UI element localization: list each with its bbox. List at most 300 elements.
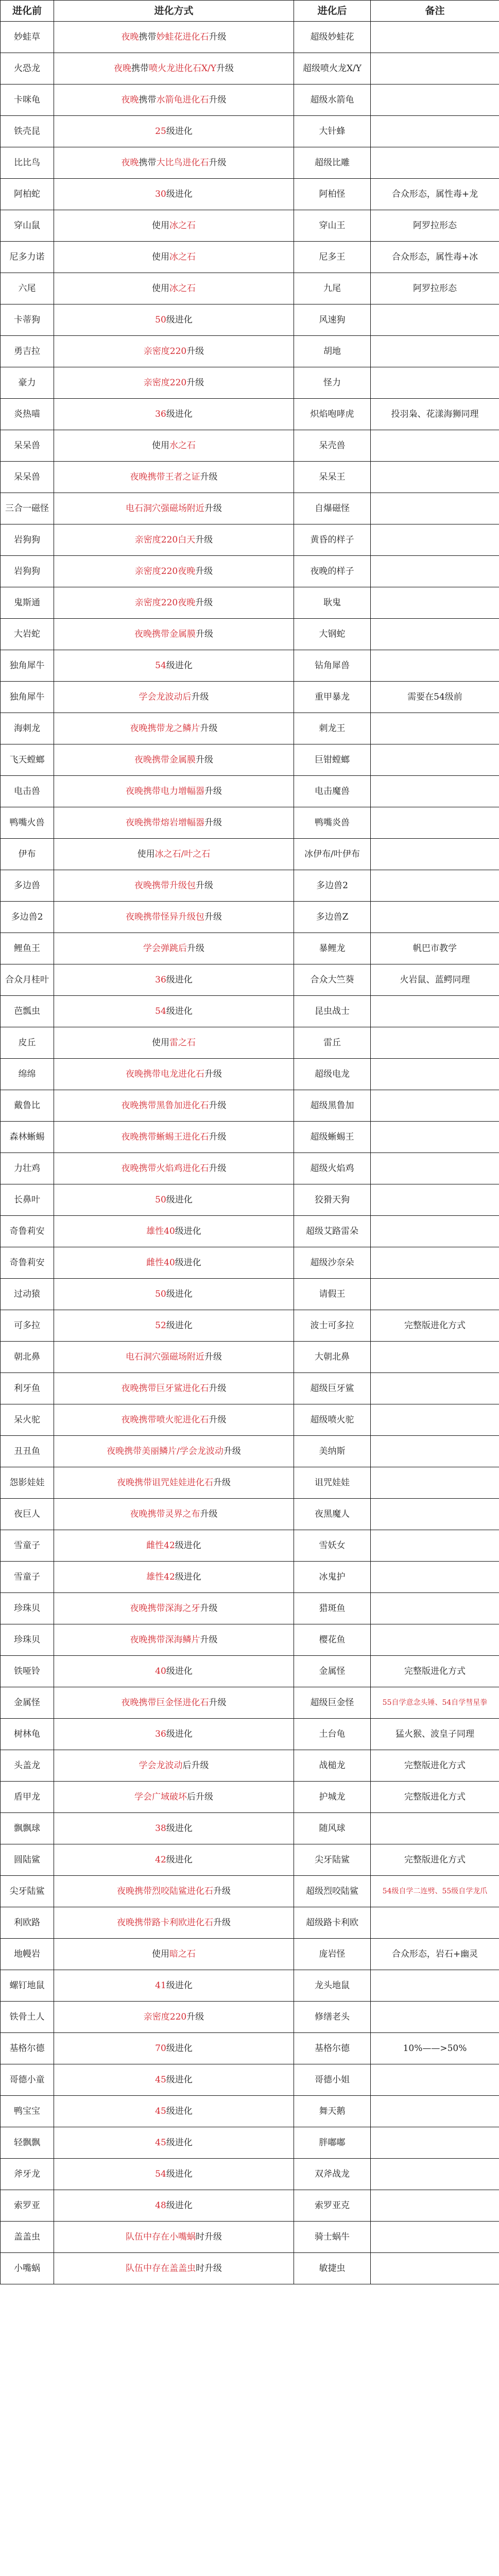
cell-note [371, 367, 499, 399]
method-text: 级进化 [166, 189, 193, 199]
method-highlight: 电石洞穴强磁场附近 [126, 1351, 204, 1362]
table-row [1, 1027, 499, 1059]
table-row [1, 650, 499, 682]
method-highlight: 夜晚携带电龙进化石 [126, 1069, 204, 1079]
cell-after: 阿柏怪 [294, 179, 371, 210]
cell-note [371, 84, 499, 116]
cell-before: 呆呆兽 [1, 462, 54, 493]
table-body [1, 22, 499, 2284]
method-text: 后升级 [182, 1760, 209, 1771]
method-text: 升级 [209, 157, 227, 168]
cell-before: 独角犀牛 [1, 650, 54, 682]
method-highlight: 54 [155, 660, 166, 671]
cell-note [371, 1436, 499, 1467]
cell-after: 大朝北鼻 [294, 1342, 371, 1373]
method-highlight: 暗之石 [169, 1948, 196, 1959]
cell-after: 鸭嘴炎兽 [294, 807, 371, 839]
cell-method [54, 336, 294, 367]
method-text: 级进化 [166, 1194, 193, 1205]
cell-note [371, 462, 499, 493]
cell-method [54, 1813, 294, 1844]
cell-method [54, 1153, 294, 1184]
cell-method [54, 1216, 294, 1247]
method-text: 使用 [152, 440, 169, 451]
cell-method [54, 1027, 294, 1059]
cell-after: 骑士蜗牛 [294, 2222, 371, 2253]
method-text: 升级 [191, 691, 209, 702]
method-highlight: 50 [155, 314, 166, 325]
cell-method [54, 2064, 294, 2096]
table-row [1, 210, 499, 242]
method-text: 使用 [152, 1037, 169, 1048]
method-highlight: 夜晚携带喷火驼进化石 [121, 1414, 209, 1425]
cell-method [54, 84, 294, 116]
method-text: 级进化 [166, 2043, 193, 2054]
method-text: 升级 [213, 1477, 231, 1488]
method-text: 级进化 [166, 1728, 193, 1739]
table-row [1, 1404, 499, 1436]
cell-note: 火岩鼠、蓝鳄同理 [371, 964, 499, 996]
cell-after: 诅咒娃娃 [294, 1467, 371, 1499]
cell-after: 黄昏的样子 [294, 524, 371, 556]
cell-method [54, 1624, 294, 1656]
cell-method [54, 1876, 294, 1907]
method-highlight: 夜晚 [121, 31, 139, 42]
cell-before: 飘飘球 [1, 1813, 54, 1844]
method-text: 升级 [195, 566, 213, 577]
method-text: 升级 [209, 1100, 227, 1111]
table-row [1, 53, 499, 84]
cell-before: 哥德小童 [1, 2064, 54, 2096]
table-row [1, 1373, 499, 1404]
cell-note [371, 22, 499, 53]
cell-before: 利欧路 [1, 1907, 54, 1939]
cell-before: 岩狗狗 [1, 556, 54, 587]
cell-after: 超级烈咬陆鲨 [294, 1876, 371, 1907]
table-row [1, 367, 499, 399]
method-highlight: 水之石 [169, 440, 196, 451]
table-row [1, 1436, 499, 1467]
method-highlight: 亲密度220夜晚 [134, 566, 196, 577]
table-row [1, 1876, 499, 1907]
table-row [1, 84, 499, 116]
cell-method [54, 1090, 294, 1122]
cell-method [54, 399, 294, 430]
cell-before: 合众月桂叶 [1, 964, 54, 996]
cell-method [54, 619, 294, 650]
cell-after: 超级电龙 [294, 1059, 371, 1090]
method-highlight: 妙蛙花进化石 [156, 31, 209, 42]
cell-note [371, 2096, 499, 2127]
method-highlight: 亲密度220 [143, 2011, 187, 2022]
method-text: 级进化 [166, 409, 193, 419]
cell-note: 10%——>50% [371, 2033, 499, 2064]
cell-method [54, 147, 294, 179]
method-highlight: 夜晚携带火焰鸡进化石 [121, 1163, 209, 1174]
cell-before: 伊布 [1, 839, 54, 870]
method-text: 级进化 [175, 1571, 201, 1582]
method-text: 级进化 [166, 1289, 193, 1299]
cell-before: 珍珠贝 [1, 1593, 54, 1624]
cell-before: 飞天螳螂 [1, 744, 54, 776]
cell-after: 樱花鱼 [294, 1624, 371, 1656]
cell-note [371, 2002, 499, 2033]
method-text: 升级 [209, 1414, 227, 1425]
cell-note [371, 1593, 499, 1624]
cell-note [371, 1499, 499, 1530]
cell-after: 大钢蛇 [294, 619, 371, 650]
cell-before: 夜巨人 [1, 1499, 54, 1530]
cell-after: 雷丘 [294, 1027, 371, 1059]
cell-after: 超级路卡利欧 [294, 1907, 371, 1939]
table-row [1, 996, 499, 1027]
table-row [1, 1216, 499, 1247]
method-highlight: 学会弹跳后 [143, 943, 187, 954]
method-highlight: 雌性40 [146, 1257, 175, 1268]
cell-note [371, 336, 499, 367]
table-row [1, 1656, 499, 1687]
table-row [1, 462, 499, 493]
method-highlight: 夜晚携带深海鳞片 [130, 1634, 200, 1645]
method-highlight: 冰之石 [169, 283, 196, 294]
table-row [1, 304, 499, 336]
method-highlight: 41 [155, 1980, 166, 1991]
table-row [1, 2253, 499, 2284]
cell-before: 雪童子 [1, 1562, 54, 1593]
cell-before: 过动猿 [1, 1279, 54, 1310]
method-highlight: 夜晚携带深海之牙 [130, 1603, 200, 1614]
cell-method [54, 1719, 294, 1750]
cell-method [54, 2159, 294, 2190]
cell-after: 波士可多拉 [294, 1310, 371, 1342]
method-text: 升级 [186, 2011, 204, 2022]
method-text: 升级 [196, 880, 213, 891]
table-row [1, 493, 499, 524]
cell-before: 盾甲龙 [1, 1782, 54, 1813]
cell-note [371, 2127, 499, 2159]
method-highlight: 40 [155, 1666, 166, 1676]
cell-before: 阿柏蛇 [1, 179, 54, 210]
method-text: 升级 [195, 597, 213, 608]
header-before: 进化前 [1, 1, 54, 22]
cell-before: 多边兽2 [1, 902, 54, 933]
method-text: 携带 [139, 94, 157, 105]
cell-before: 六尾 [1, 273, 54, 304]
cell-note [371, 1153, 499, 1184]
table-row [1, 713, 499, 744]
method-text: 级进化 [166, 1980, 193, 1991]
cell-after: 自爆磁怪 [294, 493, 371, 524]
cell-method [54, 713, 294, 744]
cell-method [54, 1436, 294, 1467]
method-text: 升级 [200, 1634, 218, 1645]
table-row [1, 933, 499, 964]
cell-method [54, 1750, 294, 1782]
cell-note: 完整版进化方式 [371, 1310, 499, 1342]
cell-after: 重甲暴龙 [294, 682, 371, 713]
cell-method [54, 1530, 294, 1562]
table-row [1, 273, 499, 304]
method-highlight: 25 [155, 126, 166, 137]
cell-after: 合众大竺葵 [294, 964, 371, 996]
method-highlight: 水箭龟进化石 [156, 94, 209, 105]
method-highlight: 70 [155, 2043, 166, 2054]
cell-note [371, 147, 499, 179]
cell-before: 奇鲁莉安 [1, 1247, 54, 1279]
cell-after: 钻角犀兽 [294, 650, 371, 682]
table-row [1, 2190, 499, 2222]
cell-before: 尖牙陆鲨 [1, 1876, 54, 1907]
table-row [1, 744, 499, 776]
cell-after: 怪力 [294, 367, 371, 399]
cell-method [54, 2222, 294, 2253]
method-highlight: 冰之石 [169, 220, 196, 231]
table-row [1, 1593, 499, 1624]
table-row [1, 2222, 499, 2253]
cell-note: 投羽枭、花漾海狮同理 [371, 399, 499, 430]
method-highlight: 亲密度220 [143, 377, 187, 388]
cell-before: 树林龟 [1, 1719, 54, 1750]
cell-before: 盖盖虫 [1, 2222, 54, 2253]
table-row [1, 1499, 499, 1530]
cell-note [371, 1624, 499, 1656]
table-row [1, 116, 499, 147]
method-text: 级进化 [166, 974, 193, 985]
cell-method [54, 116, 294, 147]
cell-before: 鸭嘴火兽 [1, 807, 54, 839]
cell-note: 需要在54级前 [371, 682, 499, 713]
method-text: 时升级 [196, 2231, 222, 2242]
table-row [1, 22, 499, 53]
table-row [1, 2033, 499, 2064]
cell-after: 尖牙陆鲨 [294, 1844, 371, 1876]
method-text: 使用 [152, 283, 169, 294]
cell-before: 基格尔德 [1, 2033, 54, 2064]
table-row [1, 1153, 499, 1184]
method-highlight: 夜晚携带诅咒娃娃进化石 [117, 1477, 213, 1488]
cell-note [371, 744, 499, 776]
cell-note [371, 493, 499, 524]
method-text: 升级 [187, 943, 204, 954]
cell-method [54, 2127, 294, 2159]
cell-before: 卡蒂狗 [1, 304, 54, 336]
table-row [1, 1342, 499, 1373]
method-text: 升级 [204, 503, 222, 514]
method-highlight: 夜晚携带王者之证 [130, 471, 200, 482]
method-highlight: 夜晚携带熔岩增幅器 [126, 817, 204, 828]
cell-note [371, 1467, 499, 1499]
cell-method [54, 996, 294, 1027]
method-highlight: 喷火龙进化石X/Y [148, 63, 217, 74]
method-text: 升级 [213, 1886, 231, 1896]
method-highlight: 夜晚携带升级包 [134, 880, 196, 891]
cell-before: 芭瓢虫 [1, 996, 54, 1027]
cell-note [371, 1373, 499, 1404]
cell-after: 雪妖女 [294, 1530, 371, 1562]
cell-method [54, 807, 294, 839]
cell-after: 胖嘟嘟 [294, 2127, 371, 2159]
cell-method [54, 1970, 294, 2002]
cell-after: 战槌龙 [294, 1750, 371, 1782]
method-highlight: 队伍中存在小嘴蜗 [126, 2231, 196, 2242]
cell-note [371, 2159, 499, 2190]
cell-method [54, 53, 294, 84]
table-row [1, 1782, 499, 1813]
cell-method [54, 1184, 294, 1216]
method-highlight: 学会龙波动 [139, 1760, 183, 1771]
table-row [1, 1719, 499, 1750]
cell-after: 超级沙奈朵 [294, 1247, 371, 1279]
cell-note [371, 430, 499, 462]
cell-note [371, 1530, 499, 1562]
method-text: 使用 [137, 849, 155, 859]
cell-method [54, 1404, 294, 1436]
cell-after: 昆虫战士 [294, 996, 371, 1027]
cell-note: 54级自学二连劈、55级自学龙爪 [371, 1876, 499, 1907]
table-row [1, 1184, 499, 1216]
method-text: 升级 [216, 63, 234, 74]
table-row [1, 2159, 499, 2190]
table-row [1, 2127, 499, 2159]
cell-method [54, 587, 294, 619]
method-text: 升级 [186, 377, 204, 388]
table-row [1, 1750, 499, 1782]
table-row [1, 1059, 499, 1090]
cell-method [54, 2002, 294, 2033]
method-text: 升级 [196, 629, 213, 639]
cell-after: 暴鲤龙 [294, 933, 371, 964]
method-text: 级进化 [166, 1854, 193, 1865]
method-highlight: 大比鸟进化石 [156, 157, 209, 168]
cell-before: 力壮鸡 [1, 1153, 54, 1184]
cell-before: 呆呆兽 [1, 430, 54, 462]
method-text: 升级 [209, 31, 227, 42]
cell-method [54, 1059, 294, 1090]
cell-after: 超级巨牙鲨 [294, 1373, 371, 1404]
cell-after: 猎斑鱼 [294, 1593, 371, 1624]
method-highlight: 夜晚携带巨金怪进化石 [121, 1697, 209, 1708]
cell-after: 穿山王 [294, 210, 371, 242]
method-highlight: 亲密度220 [143, 346, 187, 357]
method-highlight: 夜晚携带灵界之布 [130, 1509, 200, 1519]
cell-after: 夜黑魔人 [294, 1499, 371, 1530]
cell-before: 鬼斯通 [1, 587, 54, 619]
cell-after: 刺龙王 [294, 713, 371, 744]
cell-before: 勇吉拉 [1, 336, 54, 367]
cell-before: 螺钉地鼠 [1, 1970, 54, 2002]
cell-note [371, 1247, 499, 1279]
cell-before: 雪童子 [1, 1530, 54, 1562]
method-text: 升级 [209, 1163, 227, 1174]
cell-after: 基格尔德 [294, 2033, 371, 2064]
method-highlight: 亲密度220白天 [134, 534, 196, 545]
cell-after: 索罗亚克 [294, 2190, 371, 2222]
header-method: 进化方式 [54, 1, 294, 22]
cell-method [54, 776, 294, 807]
cell-after: 呆呆王 [294, 462, 371, 493]
method-highlight: 雌性42 [146, 1540, 175, 1551]
method-text: 级进化 [166, 2074, 193, 2085]
cell-note [371, 2190, 499, 2222]
method-text: 使用 [152, 220, 169, 231]
cell-method [54, 556, 294, 587]
cell-before: 尼多力诺 [1, 242, 54, 273]
cell-method [54, 273, 294, 304]
cell-note: 合众形态，属性毒+冰 [371, 242, 499, 273]
cell-after: 超级艾路雷朵 [294, 1216, 371, 1247]
method-text: 升级 [223, 1446, 241, 1456]
cell-after: 超级喷火驼 [294, 1404, 371, 1436]
table-row [1, 1279, 499, 1310]
cell-note [371, 1184, 499, 1216]
cell-method [54, 2096, 294, 2127]
method-highlight: 夜晚携带电力增幅器 [126, 786, 204, 796]
cell-note [371, 1027, 499, 1059]
cell-before: 利牙鱼 [1, 1373, 54, 1404]
table-row [1, 682, 499, 713]
cell-before: 海刺龙 [1, 713, 54, 744]
method-text: 升级 [209, 1131, 227, 1142]
method-highlight: 冰之石 [169, 251, 196, 262]
cell-method [54, 462, 294, 493]
method-text: 升级 [204, 911, 222, 922]
cell-note [371, 839, 499, 870]
cell-note [371, 1279, 499, 1310]
table-row [1, 870, 499, 902]
cell-after: 超级黑鲁加 [294, 1090, 371, 1122]
table-row [1, 619, 499, 650]
cell-method [54, 493, 294, 524]
table-row [1, 1467, 499, 1499]
cell-note [371, 1562, 499, 1593]
cell-method [54, 1562, 294, 1593]
method-text: 使用 [152, 251, 169, 262]
cell-note: 猛火猴、波皇子同理 [371, 1719, 499, 1750]
cell-note [371, 556, 499, 587]
cell-after: 超级火焰鸡 [294, 1153, 371, 1184]
method-text: 级进化 [166, 1823, 193, 1834]
cell-note [371, 2253, 499, 2284]
cell-method [54, 524, 294, 556]
cell-after: 超级妙蛙花 [294, 22, 371, 53]
table-row [1, 587, 499, 619]
cell-before: 豪力 [1, 367, 54, 399]
table-row [1, 399, 499, 430]
cell-before: 长鼻叶 [1, 1184, 54, 1216]
table-row [1, 524, 499, 556]
cell-note [371, 807, 499, 839]
method-text: 级进化 [166, 1666, 193, 1676]
method-highlight: 50 [155, 1194, 166, 1205]
cell-note: 合众形态，岩石+幽灵 [371, 1939, 499, 1970]
cell-after: 九尾 [294, 273, 371, 304]
cell-after: 土台龟 [294, 1719, 371, 1750]
cell-method [54, 1499, 294, 1530]
cell-method [54, 839, 294, 870]
table-row [1, 1687, 499, 1719]
method-text: 级进化 [166, 2106, 193, 2116]
cell-method [54, 1939, 294, 1970]
table-row [1, 1844, 499, 1876]
cell-before: 三合一磁怪 [1, 493, 54, 524]
cell-before: 铁壳昆 [1, 116, 54, 147]
method-highlight: 夜晚携带龙之鳞片 [130, 723, 200, 734]
table-row [1, 2002, 499, 2033]
method-text: 级进化 [166, 2168, 193, 2179]
cell-before: 卡咪龟 [1, 84, 54, 116]
method-text: 级进化 [166, 660, 193, 671]
cell-method [54, 430, 294, 462]
